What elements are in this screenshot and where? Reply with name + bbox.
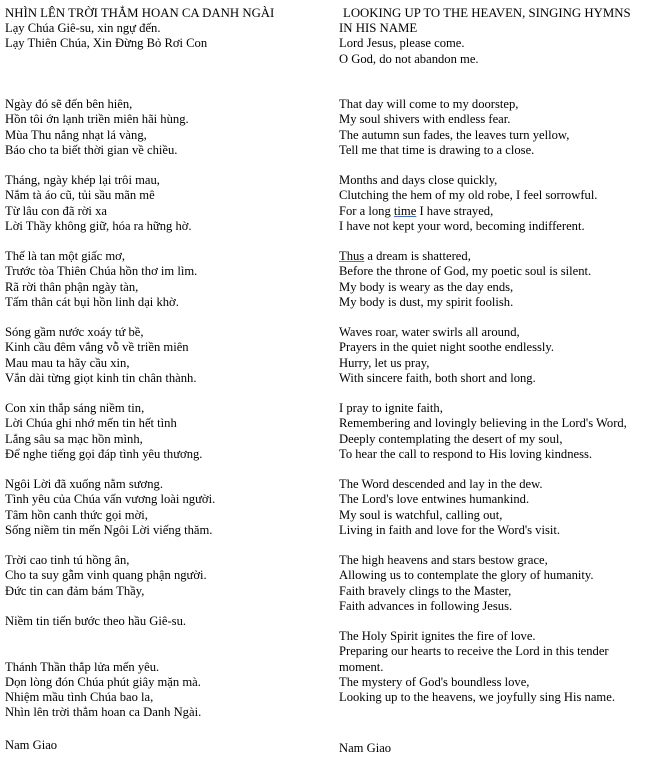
verse-line: Preparing our hearts to receive the Lord in this tender moment.: [339, 644, 609, 674]
intro-line: O God, do not abandon me.: [339, 51, 479, 66]
verse-line: Mùa Thu nắng nhạt lá vàng,: [5, 127, 147, 142]
verse-line: Ngôi Lời đã xuống nằm sương.: [5, 477, 163, 492]
verse-line: Để nghe tiếng gọi đáp tình yêu thương.: [5, 446, 203, 461]
verse-line: Looking up to the heavens, we joyfully sing His name.: [339, 690, 615, 705]
underlined-word: Thus: [339, 249, 365, 264]
verse-line: Clutching the hem of my old robe, I feel sorrowful.: [339, 188, 598, 203]
verse-line: My soul is watchful, calling out,: [339, 507, 503, 522]
english-poem-column: [339, 6, 651, 705]
verse-line: My soul shivers with endless fear.: [339, 112, 511, 127]
intro-line: Lord Jesus, please come.: [339, 36, 465, 51]
verse-line: That day will come to my doorstep,: [339, 97, 519, 112]
verse-line: Trời cao tinh tú hồng ân,: [5, 553, 130, 568]
verse-line: The Lord's love entwines humankind.: [339, 492, 530, 507]
verse-line: Nhìn lên trời thẳm hoan ca Danh Ngài.: [5, 705, 202, 720]
verse-line: Dọn lòng đón Chúa phút giây mặn mà.: [5, 674, 201, 689]
verse-line: Before the throne of God, my poetic soul is silent.: [339, 264, 592, 279]
verse-line-underlined: Thus a dream is shattered,: [339, 249, 471, 264]
vietnamese-poem-column: [5, 6, 325, 720]
verse-line: Months and days close quickly,: [339, 173, 498, 188]
verse-line: Hurry, let us pray,: [339, 355, 430, 370]
verse-line: Tháng, ngày khép lại trôi mau,: [5, 173, 160, 188]
verse-line: Kinh cầu đêm vắng vỗ về triền miên: [5, 340, 189, 355]
verse-line: Tấm thân cát bụi hồn linh dại khờ.: [5, 294, 179, 309]
verse-line: Thánh Thần thắp lửa mến yêu.: [5, 659, 160, 674]
verse-line: Lời Thầy không giữ, hóa ra hững hờ.: [5, 218, 192, 233]
verse-line: My body is weary as the day ends,: [339, 279, 514, 294]
verse-line: The Holy Spirit ignites the fire of love.: [339, 629, 536, 644]
verse-line: Allowing us to contemplate the glory of humanity.: [339, 568, 594, 583]
verse-line: Hồn tôi ớn lạnh triền miên hãi hùng.: [5, 112, 189, 127]
poem-title-en: LOOKING UP TO THE HEAVEN, SINGING HYMNS: [343, 6, 631, 20]
underlined-word: time: [393, 203, 417, 218]
author-signature-vi: Nam Giao: [5, 738, 58, 752]
verse-line: Remembering and lovingly believing in the Lord's Word,: [339, 416, 627, 431]
poem-title-vi: NHÌN LÊN TRỜI THẲM HOAN CA DANH NGÀI: [5, 6, 275, 20]
verse-line: Tình yêu của Chúa vấn vương loài người.: [5, 492, 216, 507]
verse-line: Living in faith and love for the Word's visit.: [339, 522, 561, 537]
verse-line: Nắm tà áo cũ, tủi sầu mãn mê: [5, 188, 155, 203]
verse-line: Rã rời thân phận ngày tàn,: [5, 279, 139, 294]
verse-line: Thế là tan một giấc mơ,: [5, 249, 125, 264]
verse-line: To hear the call to respond to His loving kindness.: [339, 446, 593, 461]
verse-line: Từ lâu con đã rời xa: [5, 203, 107, 218]
verse-line: Lời Chúa ghi nhớ mến tin hết tình: [5, 416, 177, 431]
intro-line: Lạy Chúa Giê-su, xin ngự đến.: [5, 21, 161, 36]
verse-line: Waves roar, water swirls all around,: [339, 325, 520, 340]
verse-line: Sống niềm tin mến Ngôi Lời viếng thăm.: [5, 522, 213, 537]
verse-line: Tell me that time is drawing to a close.: [339, 142, 535, 157]
verse-line: Sóng gầm nước xoáy tứ bề,: [5, 325, 144, 340]
verse-line: Faith bravely clings to the Master,: [339, 583, 512, 598]
verse-line: Tâm hồn canh thức gọi mời,: [5, 507, 148, 522]
poem-title-en-cont: IN HIS NAME: [339, 21, 418, 36]
verse-line-underlined: For a long time I have strayed,: [339, 203, 494, 218]
verse-line: Vắn dài từng giọt kinh tin chân thành.: [5, 370, 197, 385]
verse-line: The mystery of God's boundless love,: [339, 674, 530, 689]
verse-line: Deeply contemplating the desert of my soul,: [339, 431, 563, 446]
verse-line: Báo cho ta biết thời gian về chiều.: [5, 142, 178, 157]
verse-line: Cho ta suy gẫm vinh quang phận người.: [5, 568, 207, 583]
verse-line: Mau mau ta hãy cầu xin,: [5, 355, 130, 370]
verse-line: Nhiệm mầu tình Chúa bao la,: [5, 689, 154, 704]
author-signature-en: Nam Giao: [339, 741, 392, 755]
verse-line: Niềm tin tiến bước theo hầu Giê-su.: [5, 613, 187, 628]
verse-line: Faith advances in following Jesus.: [339, 598, 513, 613]
verse-line: Trước tòa Thiên Chúa hồn thơ im lìm.: [5, 264, 198, 279]
verse-line: With sincere faith, both short and long.: [339, 370, 536, 385]
verse-line: Đức tin can đảm bám Thầy,: [5, 583, 145, 598]
verse-line: The autumn sun fades, the leaves turn yellow,: [339, 127, 570, 142]
verse-line: Lắng sâu sa mạc hồn mình,: [5, 431, 143, 446]
intro-line: Lạy Thiên Chúa, Xin Đừng Bỏ Rơi Con: [5, 36, 208, 51]
verse-line: The Word descended and lay in the dew.: [339, 477, 543, 492]
verse-line: Prayers in the quiet night soothe endlessly.: [339, 340, 554, 355]
verse-line: Con xin thắp sáng niềm tin,: [5, 401, 145, 416]
verse-line: The high heavens and stars bestow grace,: [339, 553, 548, 568]
verse-line: My body is dust, my spirit foolish.: [339, 294, 514, 309]
verse-line: I have not kept your word, becoming indifferent.: [339, 218, 585, 233]
verse-line: I pray to ignite faith,: [339, 401, 443, 416]
verse-line: Ngày đó sẽ đến bên hiên,: [5, 97, 133, 112]
